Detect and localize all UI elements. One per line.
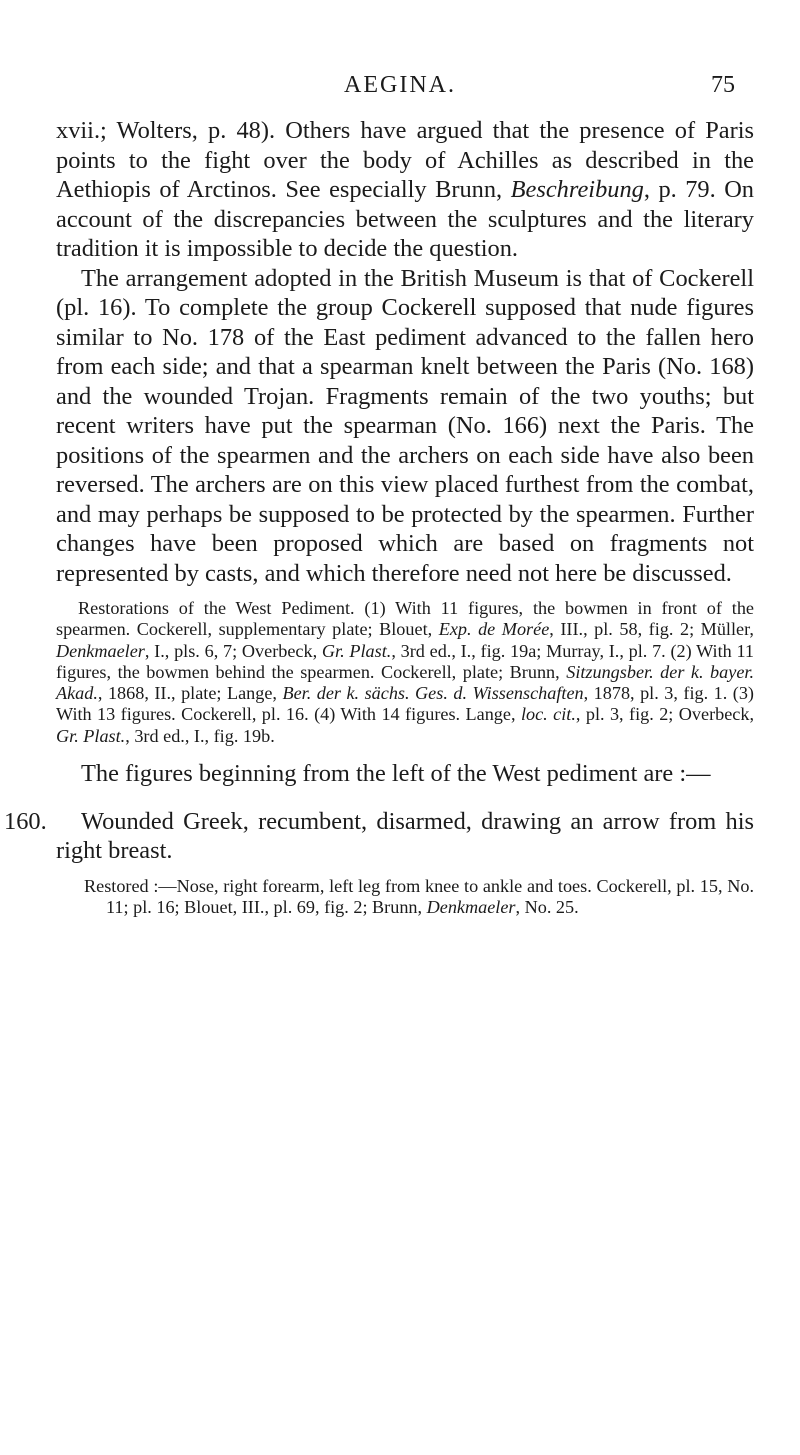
note-text: , III., pl. 58, fig. 2; Müller, [549,619,754,640]
restored-text: , No. 25. [515,896,579,917]
note-italic: Gr. Plast. [56,725,126,746]
page-header [0,72,800,106]
note-italic: Sitzungsber. der k. bayer. Akad. [56,661,754,704]
entry-restored-note [56,876,754,919]
body-text [4,116,755,918]
note-text: , 3rd ed., I., fig. 19b. [125,725,275,746]
note-text: , I., pls. 6, 7; Overbeck, [144,640,322,661]
note-italic: Gr. Plast. [321,640,392,661]
note-text: , 1878, pl. 3, fig. 1. (3) With 13 figures. Cockerell, pl. 16. (4) With 14 figures. Lange, [56,683,754,725]
italic-title: Beschreibung [510,176,644,203]
entry-number: 160. [4,807,47,835]
page-number: 75 [711,72,735,98]
restorations-note [56,598,754,747]
running-title: AEGINA. [344,72,456,98]
note-text: , 1868, II., plate; Lange, [97,683,283,704]
note-italic: Exp. de Morée [438,619,550,640]
note-italic: Ber. der k. sächs. Ges. d. Wissenschaften [282,683,584,704]
restored-text: Restored :—Nose, right forearm, left leg from knee to ankle and toes. Cockerell, pl. 15, No. 11; pl. 16; Blouet, III., pl. 69, fig. 2; Brunn, [84,875,754,917]
note-italic: Denkmaeler [56,640,145,661]
paragraph-text: xvii.; Wolters, p. 48). Others have argued that the presence of Paris points to the fight over the body of Achilles as described in the Aethiopis of Arctinos. See especially Brunn, [56,117,754,203]
note-italic: loc. cit. [520,704,576,725]
paragraph-text: , p. 79. On account of the discrepancies between the sculptures and the literary tradition it is impossible to decide the question. [56,176,755,262]
note-text: , pl. 3, fig. 2; Overbeck, [575,704,755,725]
figures-intro: The figures beginning from the left of the West pediment are :— [81,760,711,788]
paragraph-arrangement: The arrangement adopted in the British Museum is that of Cockerell (pl. 16). To complete the group Cockerell supposed that nude figures similar to No. 178 of the East pediment advanced to the fallen hero from each side; and that a spearman knelt between the Paris (No. 168) and the wounded Trojan. Fragments remain of the two youths; but recent writers have put the spearman (No. 166) next the Paris. The positions of the spearmen and the archers on each side have also been reversed. The archers are on this view placed furthest from the combat, and may perhaps be supposed to be protected by the spearmen. Further changes have been proposed which are based on fragments not represented by casts, and which therefore need not here be discussed. [56,264,754,587]
paragraph-continuation [56,116,754,264]
note-text: Restorations of the West Pediment. (1) With 11 figures, the bowmen in front of the spearmen. Cockerell, supplementary plate; Blouet, [56,598,754,640]
restored-italic: Denkmaeler [426,896,516,917]
entry-description: Wounded Greek, recumbent, disarmed, drawing an arrow from his right breast. [56,807,754,865]
catalogue-entry [4,807,754,919]
note-text: , 3rd ed., I., fig. 19a; Murray, I., pl. 7. (2) With 11 figures, the bowmen behind the spearmen. Cockerell, plate; Brunn, [56,640,755,682]
